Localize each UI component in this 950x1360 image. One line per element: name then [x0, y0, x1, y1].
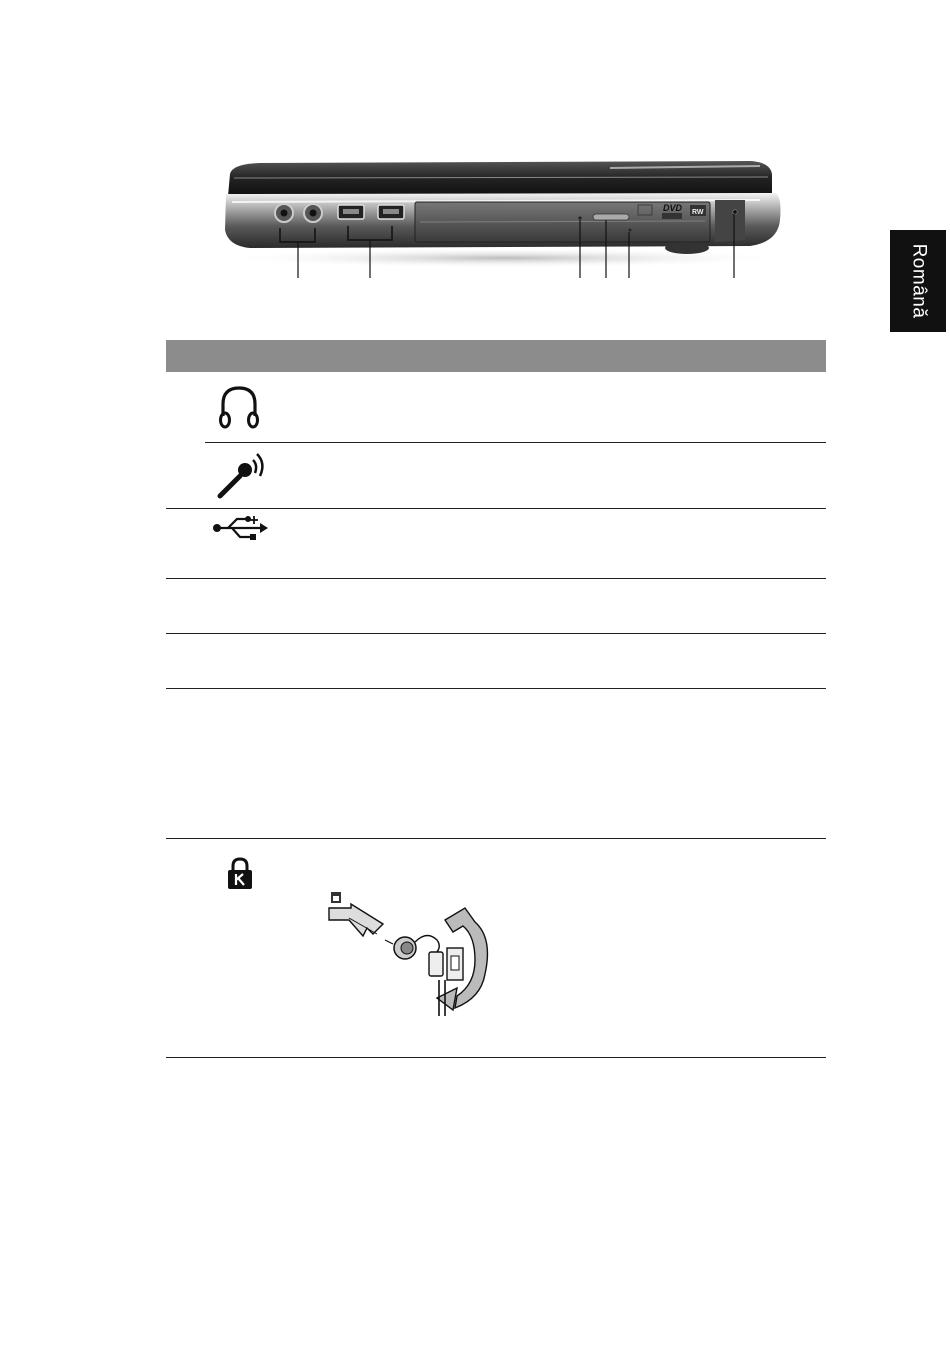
- microphone-icon: [214, 448, 270, 502]
- row-divider: [166, 633, 826, 634]
- row-divider: [166, 838, 826, 839]
- row-divider: [166, 1057, 826, 1058]
- usb-icon: [210, 514, 272, 546]
- rw-logo: RW: [692, 209, 704, 216]
- row-divider: [166, 688, 826, 689]
- row-divider: [166, 578, 826, 579]
- kensington-lock-icon: [226, 857, 254, 891]
- lock-attachment-illustration: [325, 890, 500, 1020]
- headphones-icon: [214, 382, 264, 432]
- laptop-left-side-view: [220, 150, 790, 290]
- language-label: Română: [908, 243, 930, 319]
- dvd-logo: DVD: [663, 203, 683, 213]
- row-divider: [205, 442, 826, 443]
- table-header-bar: [166, 340, 826, 372]
- language-side-tab: [890, 230, 946, 332]
- row-divider: [166, 508, 826, 509]
